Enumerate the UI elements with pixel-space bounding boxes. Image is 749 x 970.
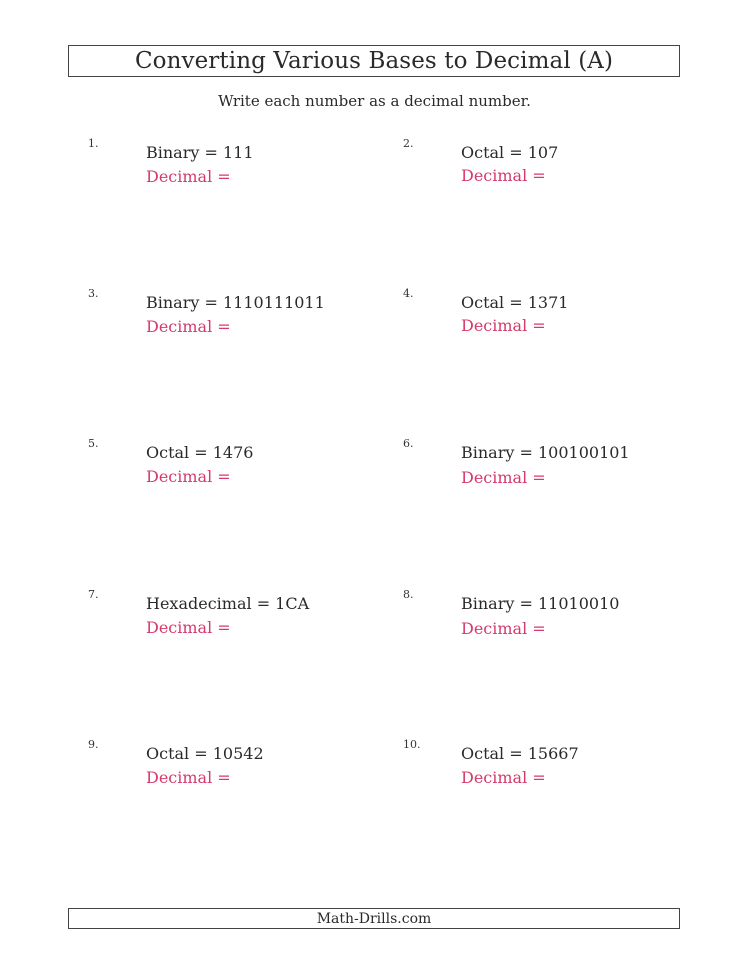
problem-number: 7. [88, 588, 99, 601]
problem-number: 2. [403, 137, 414, 150]
problem-item [403, 588, 703, 648]
footer-site-name: Math-Drills.com [316, 910, 432, 927]
title-box [68, 45, 680, 77]
problem-question: Binary = 100100101 [461, 443, 630, 462]
problem-question: Octal = 15667 [461, 744, 579, 763]
problem-number: 5. [88, 437, 99, 450]
problem-question: Octal = 1371 [461, 293, 569, 312]
answer-label: Decimal = [146, 167, 231, 186]
problem-number: 3. [88, 287, 99, 300]
problem-number: 4. [403, 287, 414, 300]
problem-item [403, 287, 703, 347]
answer-label: Decimal = [146, 317, 231, 336]
answer-label: Decimal = [461, 468, 546, 487]
problem-question: Binary = 11010010 [461, 594, 620, 613]
problem-item [88, 588, 388, 648]
problem-number: 10. [403, 738, 421, 751]
problem-number: 6. [403, 437, 414, 450]
answer-label: Decimal = [146, 768, 231, 787]
problem-item [403, 437, 703, 497]
problem-number: 1. [88, 137, 99, 150]
problem-number: 8. [403, 588, 414, 601]
problem-item [403, 738, 703, 798]
problem-number: 9. [88, 738, 99, 751]
problem-item [88, 437, 388, 497]
problem-question: Octal = 107 [461, 143, 559, 162]
problem-item [88, 287, 388, 347]
problem-item [88, 738, 388, 798]
answer-label: Decimal = [461, 619, 546, 638]
instructions: Write each number as a decimal number. [218, 92, 531, 110]
problem-question: Binary = 1110111011 [146, 293, 325, 312]
answer-label: Decimal = [146, 467, 231, 486]
problem-question: Octal = 10542 [146, 744, 264, 763]
problem-question: Hexadecimal = 1CA [146, 594, 310, 613]
problem-item [88, 137, 388, 197]
answer-label: Decimal = [146, 618, 231, 637]
answer-label: Decimal = [461, 166, 546, 185]
answer-label: Decimal = [461, 316, 546, 335]
problem-question: Binary = 111 [146, 143, 254, 162]
worksheet-title: Converting Various Bases to Decimal (A) [134, 48, 614, 74]
problem-item [403, 137, 703, 197]
answer-label: Decimal = [461, 768, 546, 787]
problem-question: Octal = 1476 [146, 443, 254, 462]
footer-box [68, 908, 680, 929]
